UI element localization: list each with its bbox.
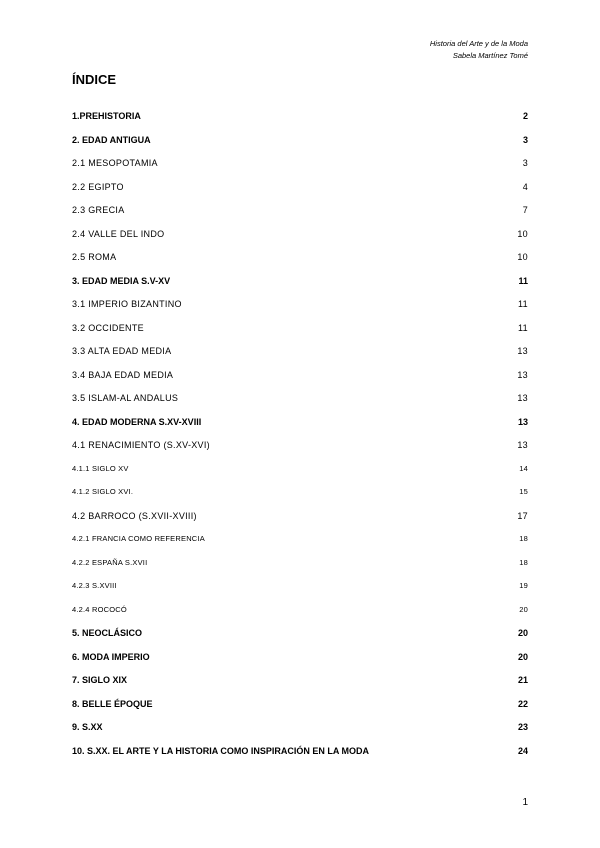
toc-entry[interactable] [72, 575, 528, 599]
toc-entry-page[interactable]: 19 [519, 581, 528, 590]
index-title: ÍNDICE [72, 72, 117, 87]
toc-entry[interactable] [72, 646, 528, 670]
toc-entry-label[interactable]: 2.2 EGIPTO [72, 181, 124, 192]
toc-entry-label[interactable]: 3.4 BAJA EDAD MEDIA [72, 369, 174, 380]
toc-entry[interactable] [72, 129, 528, 153]
toc-entry-page[interactable]: 10 [517, 228, 528, 239]
toc-entry-page[interactable]: 13 [517, 416, 528, 427]
toc-entry-page[interactable]: 15 [519, 487, 528, 496]
toc-entry-label[interactable]: 9. S.XX [72, 722, 103, 732]
toc-entry-label[interactable]: 1.PREHISTORIA [72, 111, 141, 121]
toc-entry[interactable] [72, 458, 528, 482]
toc-entry-page[interactable]: 23 [517, 722, 528, 732]
toc-entry[interactable] [72, 364, 528, 388]
toc-entry[interactable] [72, 105, 528, 129]
toc-entry-page[interactable]: 24 [517, 745, 528, 756]
toc-entry-label[interactable]: 2.1 MESOPOTAMIA [72, 158, 158, 168]
toc-entry-page[interactable]: 11 [518, 322, 528, 333]
toc-entry-label[interactable]: 3.5 ISLAM-AL ANDALUS [72, 393, 179, 403]
toc-entry-label[interactable]: 2.4 VALLE DEL INDO [72, 228, 165, 239]
toc-entry[interactable] [72, 693, 528, 717]
toc-entry[interactable] [72, 387, 528, 411]
toc-entry-page[interactable]: 4 [522, 181, 528, 192]
toc-entry-page[interactable]: 3 [522, 158, 528, 168]
toc-entry-label[interactable]: 2.5 ROMA [72, 252, 117, 262]
toc-entry-page[interactable]: 13 [517, 393, 528, 403]
toc-entry-page[interactable]: 13 [517, 440, 528, 450]
toc-entry-label[interactable]: 8. BELLE ÉPOQUE [72, 698, 153, 709]
toc-entry[interactable] [72, 505, 528, 529]
toc-entry-page[interactable]: 7 [522, 205, 528, 215]
header-author: Sabela Martínez Tomé [452, 51, 528, 60]
toc-entry[interactable] [72, 152, 528, 176]
toc-entry-page[interactable]: 18 [519, 534, 528, 543]
table-of-contents [72, 105, 528, 763]
toc-entry-label[interactable]: 3. EDAD MEDIA S.V-XV [72, 275, 171, 286]
toc-entry-page[interactable]: 17 [517, 510, 528, 521]
toc-entry-label[interactable]: 3.3 ALTA EDAD MEDIA [72, 346, 172, 356]
toc-entry-page[interactable]: 13 [517, 346, 528, 356]
toc-entry-label[interactable]: 4.2.1 FRANCIA COMO REFERENCIA [72, 534, 205, 543]
toc-entry[interactable] [72, 622, 528, 646]
toc-entry-page[interactable]: 14 [519, 463, 528, 473]
toc-entry[interactable] [72, 552, 528, 576]
toc-entry-page[interactable]: 11 [518, 299, 528, 309]
toc-entry[interactable] [72, 293, 528, 317]
toc-entry-label[interactable]: 4.1 RENACIMIENTO (S.XV-XVI) [72, 440, 210, 450]
toc-entry-page[interactable]: 22 [517, 698, 528, 709]
toc-entry[interactable] [72, 317, 528, 341]
toc-entry-label[interactable]: 4. EDAD MODERNA S.XV-XVIII [72, 416, 202, 427]
page-number: 1 [522, 797, 528, 808]
toc-entry-page[interactable]: 20 [519, 604, 528, 614]
toc-entry[interactable] [72, 434, 528, 458]
toc-entry[interactable] [72, 223, 528, 247]
toc-entry[interactable] [72, 716, 528, 740]
toc-entry-page[interactable]: 18 [519, 557, 528, 567]
toc-entry-label[interactable]: 4.2 BARROCO (S.XVII-XVIII) [72, 510, 197, 521]
toc-entry[interactable] [72, 199, 528, 223]
toc-entry-label[interactable]: 4.2.3 S.XVIII [72, 581, 117, 590]
toc-entry[interactable] [72, 270, 528, 294]
toc-entry-label[interactable]: 3.1 IMPERIO BIZANTINO [72, 299, 182, 309]
toc-entry-label[interactable]: 4.1.2 SIGLO XVI. [72, 487, 134, 496]
toc-entry-page[interactable]: 13 [517, 369, 528, 380]
header-title: Historia del Arte y de la Moda [429, 39, 528, 48]
toc-entry-label[interactable]: 6. MODA IMPERIO [72, 651, 150, 662]
toc-entry[interactable] [72, 669, 528, 693]
toc-entry-label[interactable]: 3.2 OCCIDENTE [72, 322, 144, 333]
toc-entry[interactable] [72, 411, 528, 435]
toc-entry[interactable] [72, 740, 528, 764]
toc-entry-page[interactable]: 21 [517, 675, 528, 685]
toc-entry-label[interactable]: 4.2.2 ESPAÑA S.XVII [72, 557, 148, 567]
toc-entry[interactable] [72, 481, 528, 505]
toc-entry-label[interactable]: 10. S.XX. EL ARTE Y LA HISTORIA COMO INSPIRACIÓN EN LA MODA [72, 745, 370, 756]
toc-entry-label[interactable]: 4.2.4 ROCOCÓ [72, 604, 127, 614]
toc-entry[interactable] [72, 246, 528, 270]
toc-entry-label[interactable]: 2. EDAD ANTIGUA [72, 134, 151, 145]
document-header [430, 38, 528, 62]
toc-entry-label[interactable]: 7. SIGLO XIX [72, 675, 128, 685]
toc-entry[interactable] [72, 340, 528, 364]
toc-entry-page[interactable]: 10 [517, 252, 528, 262]
toc-entry-label[interactable]: 4.1.1 SIGLO XV [72, 463, 129, 473]
toc-entry-page[interactable]: 20 [517, 628, 528, 638]
toc-entry-label[interactable]: 5. NEOCLÁSICO [72, 628, 143, 638]
toc-entry-page[interactable]: 11 [518, 275, 528, 286]
toc-entry-page[interactable]: 2 [522, 111, 528, 121]
toc-entry[interactable] [72, 176, 528, 200]
toc-entry-label[interactable]: 2.3 GRECIA [72, 205, 125, 215]
toc-entry[interactable] [72, 599, 528, 623]
toc-entry-page[interactable]: 20 [517, 651, 528, 662]
toc-entry[interactable] [72, 528, 528, 552]
toc-entry-page[interactable]: 3 [522, 134, 528, 145]
